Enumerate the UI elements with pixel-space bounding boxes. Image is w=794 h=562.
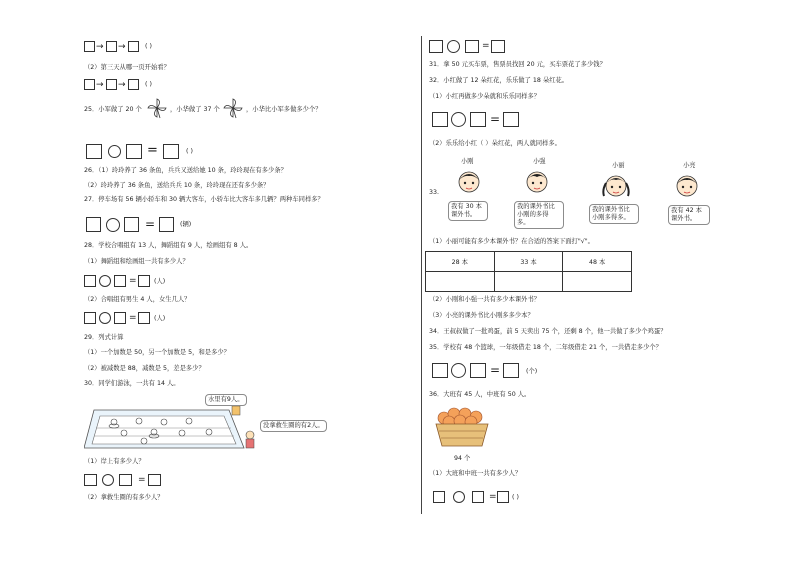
- operator-circle[interactable]: [99, 312, 111, 324]
- answer-box[interactable]: [429, 40, 443, 53]
- speech-bubble: 我的课外书比小刚多得多。: [589, 204, 639, 224]
- boy-face-icon: [524, 168, 550, 196]
- answer-box[interactable]: [148, 474, 161, 486]
- question-30-2: （2）拿救生圈的有多少人？: [84, 494, 164, 501]
- answer-box[interactable]: [114, 312, 126, 324]
- answer-paren: ( ): [145, 81, 152, 88]
- question-26-2: （2）玲玲养了 36 条鱼，送给兵兵 10 条，玲玲现在还有多少条？: [84, 182, 270, 189]
- answer-box[interactable]: [465, 40, 479, 53]
- table-cell: 48 本: [563, 252, 632, 272]
- boy-face-icon: [456, 168, 482, 196]
- answer-box[interactable]: [163, 144, 179, 159]
- kid-name: 小丽: [612, 162, 625, 169]
- answer-box[interactable]: [126, 144, 142, 159]
- answer-box[interactable]: [124, 217, 139, 232]
- equals-sign: =: [129, 276, 137, 286]
- question-33-3: （3）小亮的课外书比小刚多多少本？: [429, 312, 534, 319]
- answer-paren: ( ): [512, 494, 519, 501]
- arrow-icon: →: [96, 42, 104, 52]
- arrow-icon: →: [118, 42, 126, 52]
- speech-bubble: 我有 30 本课外书。: [448, 201, 488, 221]
- operator-circle[interactable]: [106, 218, 120, 232]
- answer-box[interactable]: [128, 79, 139, 90]
- answer-box[interactable]: [86, 144, 102, 159]
- answer-table: [425, 251, 632, 292]
- answer-box[interactable]: [432, 112, 448, 127]
- question-27: 27．停车场有 56 辆小轿车和 30 辆大客车，小轿车比大客车多几辆？两种车同样多？: [84, 196, 324, 203]
- answer-box[interactable]: [432, 363, 448, 378]
- question-35: 35．学校有 48 个篮球，一年级借走 18 个，二年级借走 21 个，一共借走多少个？: [429, 344, 662, 351]
- answer-box[interactable]: [114, 275, 126, 287]
- equals-sign: =: [138, 475, 146, 485]
- question-30: 30．同学们游泳，一共有 14 人。: [84, 380, 180, 387]
- table-cell[interactable]: [563, 272, 632, 292]
- answer-box[interactable]: [503, 363, 519, 378]
- answer-box[interactable]: [138, 275, 150, 287]
- question-text: （2）第三天从哪一页开始看？: [84, 64, 170, 71]
- answer-paren: ( ): [145, 43, 152, 50]
- answer-box[interactable]: [119, 474, 132, 486]
- kid-name: 小亮: [683, 162, 696, 169]
- question-25-end: ，小华比小军多做多少个？: [246, 106, 322, 113]
- question-28-2: （2）合唱组有男生 4 人，女生几人？: [84, 296, 191, 303]
- question-29: 29．列式计算: [84, 334, 124, 341]
- equals-sign: =: [147, 143, 158, 158]
- answer-box[interactable]: [84, 474, 97, 486]
- question-28: 28．学校合唱组有 13 人，舞蹈组有 9 人，绘画组有 8 人。: [84, 242, 253, 249]
- equals-sign: =: [482, 41, 490, 51]
- pinwheel-icon: [146, 97, 168, 119]
- question-32: 32．小红做了 12 朵红花，乐乐做了 18 朵红花。: [429, 77, 569, 84]
- question-36-1: （1）大班和中班一共有多少人？: [429, 470, 522, 477]
- question-32-2: （2）乐乐给小红（ ）朵红花，两人就同样多。: [429, 140, 561, 147]
- operator-circle[interactable]: [451, 112, 466, 127]
- table-cell[interactable]: [494, 272, 563, 292]
- equals-sign: =: [129, 313, 137, 323]
- unit-label: (人): [154, 315, 166, 322]
- equals-sign: =: [145, 217, 156, 231]
- answer-box[interactable]: [84, 312, 96, 324]
- arrow-icon: →: [96, 80, 104, 90]
- operator-circle[interactable]: [102, 474, 114, 486]
- speech-bubble: 水里有9人。: [205, 394, 247, 406]
- question-26-1: 26．（1）玲玲养了 36 条鱼，兵兵又送给她 10 条，玲玲现在有多少条？: [84, 167, 287, 174]
- answer-box[interactable]: [84, 41, 95, 52]
- basket-label: 94 个: [454, 455, 471, 462]
- girl-face-icon: [601, 172, 631, 200]
- question-25-mid: ，小华做了 37 个: [170, 106, 220, 113]
- answer-paren: ( ): [186, 148, 193, 155]
- answer-box[interactable]: [433, 491, 445, 503]
- table-cell: 33 本: [494, 252, 563, 272]
- question-36: 36．大班有 45 人，中班有 50 人。: [429, 391, 531, 398]
- answer-box[interactable]: [491, 40, 505, 53]
- answer-box[interactable]: [470, 363, 486, 378]
- question-29-1: （1）一个加数是 50，另一个加数是 5，和是多少？: [84, 349, 230, 356]
- equals-sign: =: [490, 363, 501, 377]
- table-cell: 28 本: [426, 252, 495, 272]
- speech-bubble: 我的课外书比小刚的多得多。: [514, 201, 564, 229]
- question-28-1: （1）舞蹈组和绘画组一共有多少人？: [84, 258, 189, 265]
- answer-box[interactable]: [470, 112, 486, 127]
- peach-basket-illustration: [432, 404, 492, 454]
- answer-box[interactable]: [106, 79, 117, 90]
- kid-name: 小强: [533, 158, 546, 165]
- answer-box[interactable]: [84, 79, 95, 90]
- unit-label: (个): [526, 368, 538, 375]
- answer-box[interactable]: [106, 41, 117, 52]
- question-25: 25．小军做了 20 个: [84, 106, 142, 113]
- unit-label: (人): [154, 278, 166, 285]
- answer-box[interactable]: [86, 217, 101, 232]
- question-33-2: （2）小刚和小强一共有多少本课外书？: [429, 296, 541, 303]
- answer-box[interactable]: [128, 41, 139, 52]
- answer-box[interactable]: [497, 491, 509, 503]
- kid-name: 小刚: [461, 158, 474, 165]
- question-31: 31．拿 50 元买车票，售票员找回 20 元，买车票花了多少钱？: [429, 61, 606, 68]
- pinwheel-icon: [222, 97, 244, 119]
- answer-box[interactable]: [472, 491, 484, 503]
- answer-box[interactable]: [138, 312, 150, 324]
- operator-circle[interactable]: [99, 275, 111, 287]
- equals-sign: =: [490, 112, 501, 126]
- question-33-1: （1）小丽可能有多少本课外书？在合适的答案下面打"√"。: [429, 238, 594, 245]
- question-30-1: （1）岸上有多少人？: [84, 458, 145, 465]
- table-cell[interactable]: [426, 272, 495, 292]
- question-32-1: （1）小红再做多少朵就和乐乐同样多？: [429, 93, 541, 100]
- speech-bubble: 没拿救生圈的有2人。: [260, 420, 327, 432]
- equals-sign: =: [489, 492, 497, 502]
- operator-circle[interactable]: [453, 491, 465, 503]
- question-33-number: 33.: [429, 189, 440, 196]
- speech-bubble: 我有 42 本课外书。: [668, 205, 710, 225]
- column-divider: [421, 36, 422, 514]
- answer-box[interactable]: [503, 112, 519, 127]
- operator-circle[interactable]: [451, 363, 466, 378]
- answer-box[interactable]: [84, 275, 96, 287]
- swimming-pool-illustration: [84, 392, 284, 454]
- operator-circle[interactable]: [108, 145, 121, 158]
- arrow-icon: →: [118, 80, 126, 90]
- unit-label: (辆): [180, 221, 192, 228]
- answer-box[interactable]: [159, 217, 174, 232]
- boy-face-icon: [674, 172, 700, 200]
- question-34: 34．王叔叔做了一批鸡蛋，前 5 天卖出 75 个，还剩 8 个，他一共做了多少个鸡蛋？: [429, 328, 667, 335]
- operator-circle[interactable]: [447, 40, 460, 53]
- question-29-2: （2）被减数是 88，减数是 5，差是多少？: [84, 365, 205, 372]
